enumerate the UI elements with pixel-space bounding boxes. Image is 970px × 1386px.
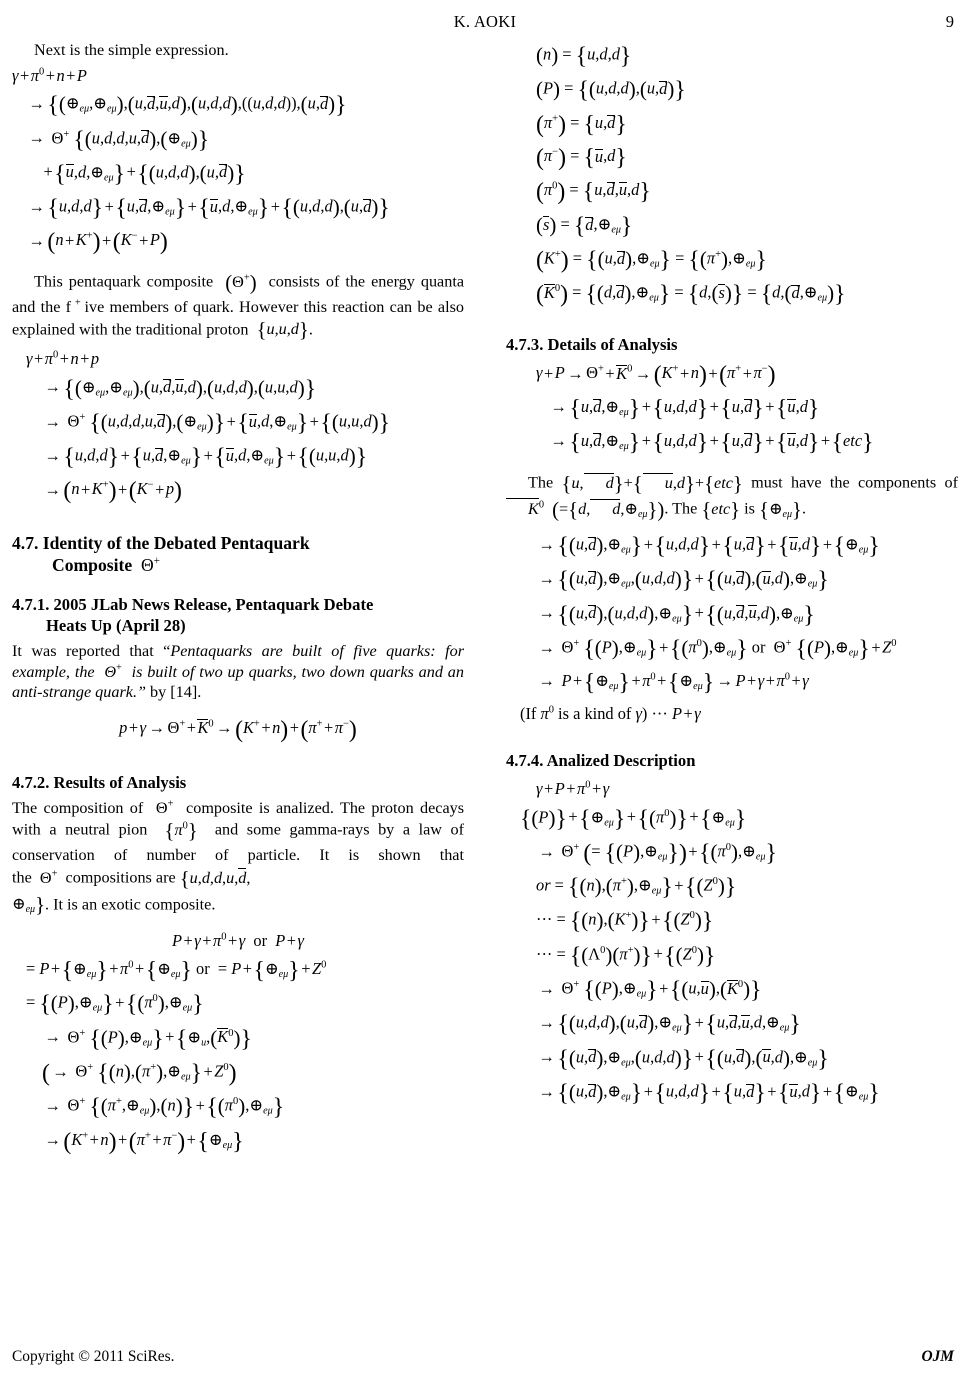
equation-line: → $(K^++n)+(\pi^++\pi^-)+\{\oplus_{e\mu}\}$	[44, 1128, 244, 1155]
definition-line: $(K^0)$ = $\{(d,d),\oplus_{e\mu}\} = \{d,(s)\}$ = $\{d,(d,\oplus_{e\mu})\}$	[536, 281, 846, 308]
para-text-d: .	[308, 320, 313, 339]
para-text-c: ive members of quark. However this reaction can be also explained with the traditional proton	[12, 297, 464, 339]
definition-line: $(K^+) = \{(u,d),\oplus_{e\mu}\}$ = $\{(\pi^+),\oplus_{e\mu}\}$	[536, 247, 767, 274]
equation-line: $P+\gamma+\pi^0+\gamma$ or P+γ	[172, 931, 304, 951]
quote-body-2: is built of two up quarks, two down quarks and an anti-strange quark.”	[12, 662, 464, 702]
section-heading-4-7-1	[12, 595, 464, 636]
jlab-quote-paragraph: It was reported that “Pentaquarks are built of five quarks: for example, the Θ+ is built of two up quarks, two down quarks and an anti-strange quark.” by [14].	[12, 641, 464, 702]
equation-line: → $\{(u,d,d),(u,d),\oplus_{e\mu}\}+\{u,d,u,d,\oplus_{e\mu}\}$	[538, 1011, 801, 1038]
etc-text-b: must have the components of	[751, 473, 958, 492]
equation-line: $\gamma+P+\pi^0+\gamma$	[536, 779, 610, 799]
results-text-b: composite is analized. The proton decays with a neutral pion	[12, 798, 465, 840]
section-heading-4-7-line1: 4.7. Identity of the Debated Pentaquark	[12, 533, 310, 554]
para-text-a: This pentaquark composite	[34, 272, 214, 291]
quote-body-1: Pentaquarks are built of five quarks: for example, the	[12, 641, 464, 681]
right-column	[506, 40, 958, 1111]
page-number: 9	[945, 12, 954, 31]
equation-line: → $\{(\oplus_{e\mu},\oplus_{e\mu}),(u,d,u,d),(u,d,d),((u,d,d)),(u,d)\}$	[28, 92, 347, 119]
equation-jlab: $p+\gamma \to \Theta^++K^0 \to (K^++n)+(\pi^++\pi^-)$	[119, 717, 357, 744]
equation-line: $+\{u,d,\oplus_{e\mu}\}+\{(u,d,d),(u,d)\}$	[43, 160, 246, 188]
equation-line: → $\{(\oplus_{e\mu},\oplus_{e\mu}),(u,d,u,d),(u,d,d),(u,u,d)\}$	[44, 375, 317, 403]
equation-line: → Θ+ $\{(\pi^+,\oplus_{e\mu}),(n)\}+\{(\pi^0),\oplus_{e\mu}\}$	[44, 1094, 285, 1121]
equation-line: → (n+K+)+(K−+P)	[28, 229, 168, 256]
section-heading-4-7-1-line2: Heats Up (April 28)	[46, 615, 186, 635]
etc-text-e: .	[802, 500, 807, 519]
equation-line: → Θ+ $\{(u,d,d,u,d),(\oplus_{e\mu})\}$	[28, 126, 210, 153]
etc-paragraph: The {u, d}+{ u,d}+{etc} must have the components of $K^0$ (={d, $d,\oplus_{e\mu}$}). The {etc} is $\{\oplus_{e\mu}\}$.	[506, 471, 958, 524]
equation-line: ··· = $\{(n),(K^+)\}+\{(Z^0)\}$	[536, 908, 714, 935]
equation-line: → $\{u,d,d\}+\{u,d,\oplus_{e\mu}\}+\{u,d,\oplus_{e\mu}\}+\{(u,u,d)\}$	[44, 444, 368, 471]
equation-line: → $\{(u,d),\oplus_{e\mu},(u,d,d)\}+\{(u,d),(u,d),\oplus_{e\mu}\}$	[538, 1045, 829, 1073]
two-column-body	[12, 40, 958, 1325]
quote-ref: by [14].	[150, 683, 202, 702]
equation-line: → (n+K+)+(K−+p)	[44, 478, 182, 505]
etc-text-c: . The	[664, 500, 698, 519]
para-text-b: consists of the energy quanta and the f	[12, 272, 465, 316]
equation-line: → $\{(u,d),\oplus_{e\mu}\}+\{u,d,d\}+\{u,d\}+\{u,d\}+\{\oplus_{e\mu}\}$	[538, 533, 880, 560]
definition-line: (π+) = {u,d}	[536, 111, 627, 138]
etc-text-d: is	[744, 500, 755, 519]
definition-line: (P) = {(u,d,d),(u,d)}	[536, 77, 686, 104]
equation-line: → Θ+ $\{(P),\oplus_{e\mu}\}+\{(u,u),(K^0)\}$	[538, 976, 762, 1004]
definition-line: $(\pi^0) = \{u,d,u,d\}$	[536, 179, 651, 206]
equation-line: $\{(P)\}+\{\oplus_{e\mu}\}+\{(\pi^0)\}+\{\oplus_{e\mu}\}$	[520, 805, 747, 833]
pentaquark-paragraph: This pentaquark composite (Θ+) consists of the energy quanta and the f + ive members of quark. However this reaction can be also explained with the traditional proton {u,u,d}.	[12, 272, 465, 342]
intro-paragraph: Next is the simple expression.	[34, 41, 229, 59]
equation-line: → $\{(u,d),(u,d,d),\oplus_{e\mu}\}+\{(u,d,u,d),\oplus_{e\mu}\}$	[538, 601, 815, 629]
quote-lead: It was reported that “	[12, 641, 171, 660]
results-text-a: The composition of	[12, 798, 144, 817]
results-text-d: compositions are	[65, 868, 176, 887]
results-text-c: and some gamma-rays by a law of conservation of number of particle. It is shown that the	[12, 821, 464, 887]
equation-line: → Θ+ (= $\{(P),\oplus_{e\mu}\})+\{(\pi^0),\oplus_{e\mu}\}$	[538, 839, 777, 867]
equation-line: $\gamma+\pi^0+n+p$	[26, 349, 100, 369]
copyright-notice: Copyright © 2011 SciRes.	[12, 1348, 175, 1365]
definition-line: (π−) = {u,d}	[536, 145, 627, 172]
section-heading-4-7-4: 4.7.4. Analized Description	[506, 751, 696, 771]
etc-text-a: The	[528, 473, 554, 492]
results-text-e: . It is an exotic composite.	[45, 895, 216, 914]
equation-line: → $\{u,d,\oplus_{e\mu}\}+\{u,d,d\}+\{u,d\}+\{u,d\}+\{etc\}$	[550, 430, 874, 457]
left-column	[12, 40, 464, 1159]
equation-line: $\gamma+\pi^0+n+P$	[12, 65, 87, 85]
equation-line: → Θ+ $\{(u,d,d,u,d),(\oplus_{e\mu})\}+\{u,d,\oplus_{e\mu}\}+\{(u,u,d)\}$	[44, 409, 391, 437]
equation-line: (If $\pi^0$ is a kind of γ) ··· P+γ	[520, 704, 701, 724]
equation-line: → $\{u,d,\oplus_{e\mu}\}+\{u,d,d\}+\{u,d\}+\{u,d\}$	[550, 396, 820, 423]
equation-line: → $\{(u,d),\oplus_{e\mu},(u,d,d)\}+\{(u,d),(u,d),\oplus_{e\mu}\}$	[538, 567, 829, 594]
journal-abbreviation: OJM	[921, 1348, 954, 1365]
section-heading-4-7-line2: Composite Θ+	[52, 555, 161, 576]
equation-line: $\gamma+P \to \Theta^++K^0 \to (K^++n)+(\pi^++\pi^-)$	[536, 362, 776, 389]
running-head	[0, 12, 970, 34]
section-heading-4-7-2: 4.7.2. Results of Analysis	[12, 772, 187, 792]
section-heading-4-7-3: 4.7.3. Details of Analysis	[506, 334, 678, 354]
equation-line: = $\{(P),\oplus_{e\mu}\}+\{(\pi^0),\oplus_{e\mu}\}$	[26, 991, 204, 1018]
equation-line: or = $\{(n),(\pi^+),\oplus_{e\mu}\}+\{(Z^0)\}$	[536, 874, 737, 901]
equation-line: → $P+\{\oplus_{e\mu}\}+\pi^0+\{\oplus_{e\mu}\} \to P+\gamma+\pi^0+\gamma$	[538, 670, 809, 697]
equation-line: → $\{u,d,d\}+\{u,d,\oplus_{e\mu}\}+\{u,d,\oplus_{e\mu}\}+\{(u,d,d),(u,d)\}$	[28, 195, 390, 222]
definition-line: (n) = {u,d,d}	[536, 43, 632, 70]
running-head-title: K. AOKI	[453, 12, 517, 31]
definition-line: $(s) = \{d,\oplus_{e\mu}\}$	[536, 212, 633, 240]
page-footer	[12, 1348, 958, 1370]
equation-line: = $P+\{\oplus_{e\mu}\}+\pi^0+\{\oplus_{e\mu}\}$ or = $P+\{\oplus_{e\mu}\}+Z^0$	[26, 957, 327, 984]
equation-line: → Θ+ $\{(P),\oplus_{e\mu}\}+\{\oplus_u,(K^0)\}$	[44, 1025, 252, 1053]
section-heading-4-7	[12, 533, 464, 577]
equation-line: ( → Θ+ $\{(n),(\pi^+),\oplus_{e\mu}\}+Z^0$)	[42, 1059, 237, 1087]
equation-line: → $\{(u,d),\oplus_{e\mu}\}+\{u,d,d\}+\{u,d\}+\{u,d\}+\{\oplus_{e\mu}\}$	[538, 1079, 880, 1107]
equation-line: → Θ+ $\{(P),\oplus_{e\mu}\}+\{(\pi^0),\oplus_{e\mu}\}$ or Θ+ $\{(P),\oplus_{e\mu}\}+Z^0$	[538, 635, 897, 663]
equation-line: ··· = $\{(\Lambda^0)(\pi^+)\}+\{(Z^0)\}$	[536, 942, 716, 970]
section-heading-4-7-1-line1: 4.7.1. 2005 JLab News Release, Pentaquark Debate	[12, 595, 374, 615]
results-paragraph: The composition of Θ+ composite is analized. The proton decays with a neutral pion $\{\pi^0\}$ and some gamma-rays by a law of conservation of number of particle. It is shown that the Θ+ compositions are {u,d,d,u,d, $\oplus_{e\mu}$}. It is an exotic composite.	[12, 798, 465, 917]
